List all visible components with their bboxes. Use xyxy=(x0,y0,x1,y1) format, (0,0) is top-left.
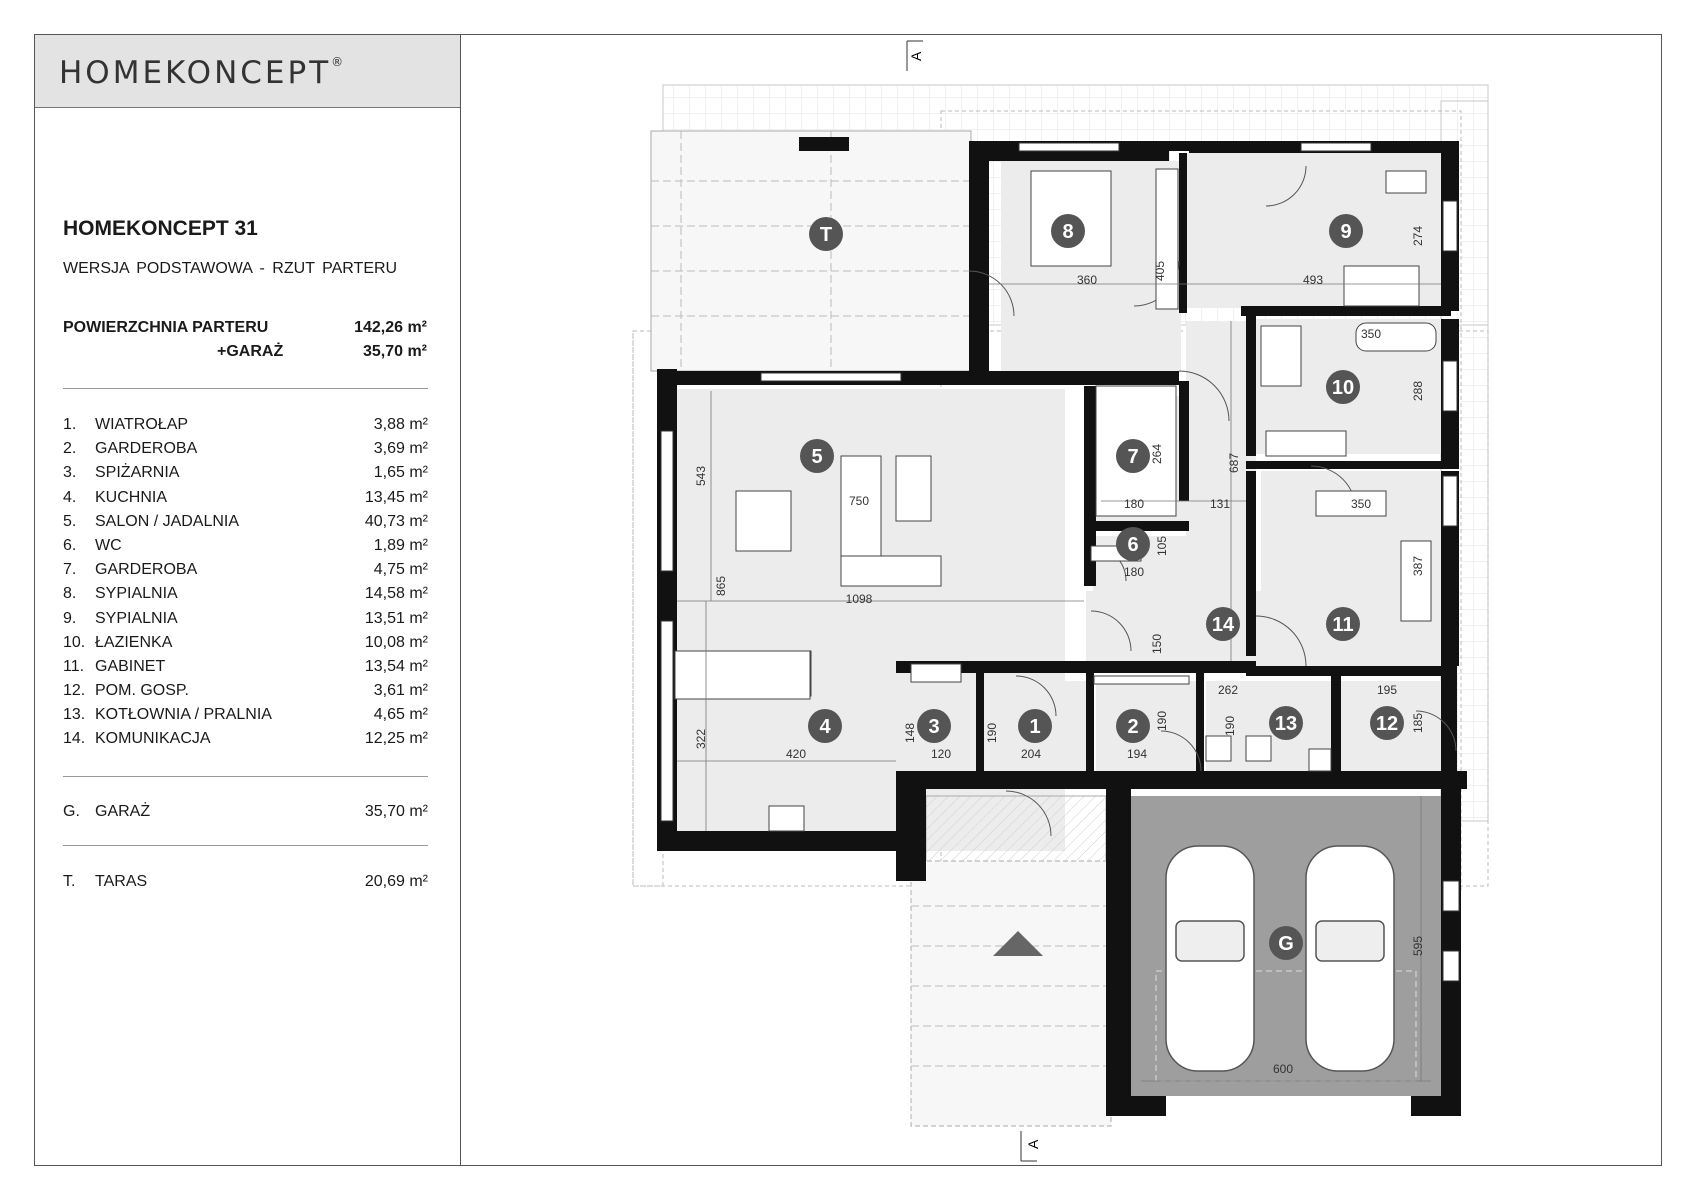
room-marker-13 xyxy=(1269,706,1303,740)
list-item: 7. GARDEROBA 4,75 m² xyxy=(63,561,428,579)
svg-text:T: T xyxy=(819,224,833,246)
svg-text:350: 350 xyxy=(1350,497,1372,511)
room-marker-t xyxy=(809,217,843,251)
room-marker-1 xyxy=(1018,709,1052,743)
svg-text:262: 262 xyxy=(1217,683,1239,697)
svg-text:10: 10 xyxy=(1331,377,1355,399)
desk xyxy=(1401,541,1431,621)
wardrobe xyxy=(1156,169,1178,309)
svg-text:2: 2 xyxy=(1127,716,1139,738)
bathtub xyxy=(1344,266,1419,306)
project-title: HOMEKONCEPT 31 xyxy=(63,217,258,240)
svg-text:4: 4 xyxy=(819,716,831,738)
sofa xyxy=(841,556,941,586)
divider xyxy=(63,388,428,389)
room-marker-2 xyxy=(1116,709,1150,743)
svg-text:180: 180 xyxy=(1123,497,1145,511)
list-item: 6. WC 1,89 m² xyxy=(63,536,428,554)
room-marker-6 xyxy=(1116,527,1150,561)
svg-text:131: 131 xyxy=(1209,497,1231,511)
svg-text:360: 360 xyxy=(1076,273,1098,287)
svg-text:8: 8 xyxy=(1062,221,1074,243)
project-subtitle: WERSJA PODSTAWOWA - RZUT PARTERU xyxy=(63,260,398,277)
svg-text:387: 387 xyxy=(1411,555,1425,577)
list-item: 2. GARDEROBA 3,69 m² xyxy=(63,440,428,458)
svg-text:600: 600 xyxy=(1272,1062,1294,1076)
svg-text:420: 420 xyxy=(785,747,807,761)
garage-row: G. GARAŻ 35,70 m² xyxy=(63,803,428,820)
svg-text:5: 5 xyxy=(811,446,823,468)
desk xyxy=(1386,171,1426,193)
room-marker-7 xyxy=(1116,439,1150,473)
boiler xyxy=(1309,749,1331,771)
list-item: 11. GABINET 13,54 m² xyxy=(63,657,428,675)
svg-text:148: 148 xyxy=(903,722,917,744)
svg-text:405: 405 xyxy=(1153,260,1167,282)
room-marker-g xyxy=(1269,926,1303,960)
svg-text:3: 3 xyxy=(928,716,940,738)
svg-text:595: 595 xyxy=(1411,935,1425,957)
shower xyxy=(1261,326,1301,386)
list-item: 3. SPIŻARNIA 1,65 m² xyxy=(63,464,428,482)
title-block xyxy=(35,35,461,1165)
ground-area-value: 142,26 m² xyxy=(354,319,427,336)
svg-text:750: 750 xyxy=(848,494,870,508)
svg-text:A: A xyxy=(1025,1139,1041,1149)
terrace-row: T. TARAS 20,69 m² xyxy=(63,873,428,890)
svg-text:204: 204 xyxy=(1020,747,1042,761)
svg-text:687: 687 xyxy=(1227,452,1241,474)
vanity xyxy=(1266,431,1346,456)
svg-text:190: 190 xyxy=(1223,715,1237,737)
list-item: 8. SYPIALNIA 14,58 m² xyxy=(63,585,428,603)
svg-text:120: 120 xyxy=(930,747,952,761)
room-marker-9 xyxy=(1329,214,1363,248)
dining-table xyxy=(736,491,791,551)
room-marker-11 xyxy=(1326,607,1360,641)
list-item: 10. ŁAZIENKA 10,08 m² xyxy=(63,633,428,651)
svg-text:543: 543 xyxy=(694,465,708,487)
room-marker-14 xyxy=(1206,607,1240,641)
svg-text:194: 194 xyxy=(1126,747,1148,761)
svg-text:185: 185 xyxy=(1411,712,1425,734)
list-item: 9. SYPIALNIA 13,51 m² xyxy=(63,609,428,627)
list-item: 14. KOMUNIKACJA 12,25 m² xyxy=(63,730,428,748)
ground-area-label: POWIERZCHNIA PARTERU xyxy=(63,319,269,336)
room-marker-10 xyxy=(1326,370,1360,404)
svg-text:105: 105 xyxy=(1155,535,1169,557)
section-marker xyxy=(907,41,924,71)
svg-text:150: 150 xyxy=(1150,633,1164,655)
svg-text:12: 12 xyxy=(1375,713,1399,735)
svg-text:264: 264 xyxy=(1150,443,1164,465)
garage-area-label: +GARAŻ xyxy=(217,343,284,360)
wardrobe xyxy=(1094,676,1189,684)
svg-text:1: 1 xyxy=(1029,716,1041,738)
room-marker-12 xyxy=(1370,706,1404,740)
fridge xyxy=(911,664,961,682)
room-marker-5 xyxy=(800,439,834,473)
room-marker-3 xyxy=(917,709,951,743)
svg-text:6: 6 xyxy=(1127,534,1139,556)
room-marker-8 xyxy=(1051,214,1085,248)
svg-text:865: 865 xyxy=(714,575,728,597)
terrace xyxy=(651,131,971,371)
svg-text:13: 13 xyxy=(1274,713,1298,735)
svg-text:195: 195 xyxy=(1376,683,1398,697)
svg-text:190: 190 xyxy=(1155,710,1169,732)
room-marker-4 xyxy=(808,709,842,743)
svg-text:7: 7 xyxy=(1127,446,1139,468)
dryer xyxy=(1246,736,1271,761)
driveway xyxy=(911,861,1111,1126)
list-item: 1. WIATROŁAP 3,88 m² xyxy=(63,416,428,433)
coffee-table xyxy=(896,456,931,521)
divider xyxy=(63,776,428,777)
svg-text:350: 350 xyxy=(1360,327,1382,341)
svg-text:322: 322 xyxy=(694,728,708,750)
svg-text:190: 190 xyxy=(985,722,999,744)
sink xyxy=(769,806,804,831)
section-marker xyxy=(1021,1131,1041,1161)
svg-text:1098: 1098 xyxy=(845,592,873,606)
svg-text:11: 11 xyxy=(1332,614,1354,636)
svg-text:14: 14 xyxy=(1211,614,1235,636)
kitchen-counter xyxy=(675,651,810,699)
floor-plan xyxy=(461,35,1661,1165)
brand-logo: HOMEKONCEPT® xyxy=(59,55,347,91)
svg-text:274: 274 xyxy=(1411,225,1425,247)
svg-text:9: 9 xyxy=(1340,221,1352,243)
svg-text:288: 288 xyxy=(1411,380,1425,402)
garage-area-value: 35,70 m² xyxy=(362,343,427,360)
svg-text:180: 180 xyxy=(1123,565,1145,579)
svg-text:A: A xyxy=(908,51,924,61)
list-item: 12. POM. GOSP. 3,61 m² xyxy=(63,682,428,700)
list-item: 5. SALON / JADALNIA 40,73 m² xyxy=(63,512,428,530)
list-item: 4. KUCHNIA 13,45 m² xyxy=(63,488,428,506)
washer xyxy=(1206,736,1231,761)
drawing-sheet xyxy=(34,34,1662,1166)
divider xyxy=(63,845,428,846)
list-item: 13. KOTŁOWNIA / PRALNIA 4,65 m² xyxy=(63,706,428,724)
logo-banner xyxy=(35,35,460,108)
svg-text:G: G xyxy=(1278,933,1294,955)
room-list xyxy=(63,416,428,755)
svg-text:493: 493 xyxy=(1302,273,1324,287)
